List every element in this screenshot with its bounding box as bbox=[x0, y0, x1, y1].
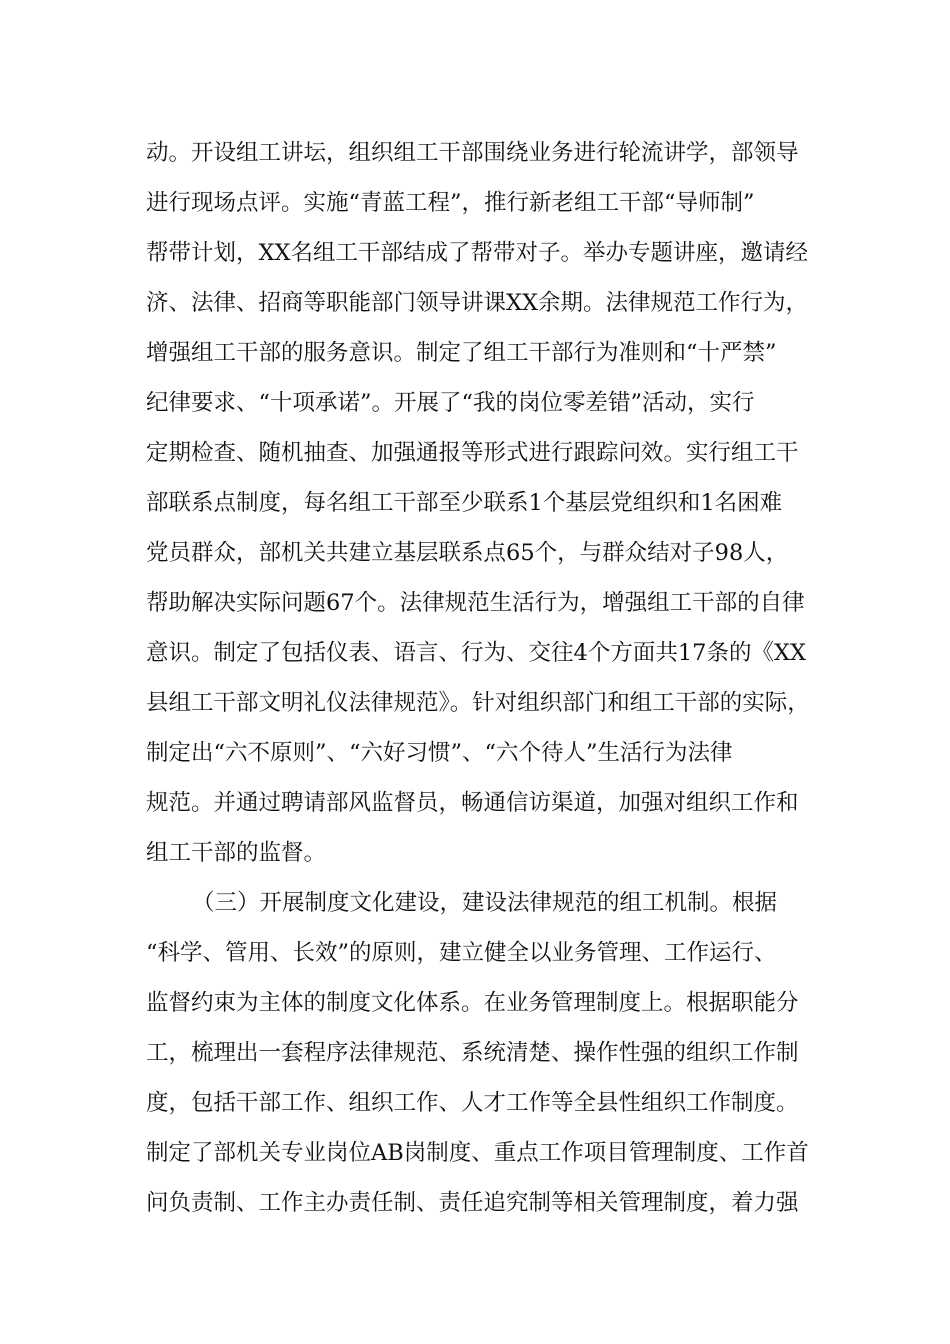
text-line: “科学、管用、长效”的原则，建立健全以业务管理、工作运行、 bbox=[146, 940, 777, 966]
paragraph-heading-line: （三）开展制度文化建设，建设法律规范的组工机制。根据 bbox=[192, 890, 778, 916]
text-line: 县组工干部文明礼仪法律规范》。针对组织部门和组工干部的实际， bbox=[146, 690, 810, 716]
text-line: 进行现场点评。实施“青蓝工程”，推行新老组工干部“导师制” bbox=[146, 190, 755, 216]
text-line: 监督约束为主体的制度文化体系。在业务管理制度上。根据职能分 bbox=[146, 990, 799, 1016]
text-line: 意识。制定了包括仪表、语言、行为、交往4个方面共17条的《XX bbox=[146, 640, 806, 666]
text-line: 增强组工干部的服务意识。制定了组工干部行为准则和“十严禁” bbox=[146, 340, 777, 366]
text-line: 度，包括干部工作、组织工作、人才工作等全县性组织工作制度。 bbox=[146, 1090, 799, 1116]
text-line: 制定出“六不原则”、“六好习惯”、“六个待人”生活行为法律 bbox=[146, 740, 733, 766]
text-line: 组工干部的监督。 bbox=[146, 840, 327, 866]
text-line: 工，梳理出一套程序法律规范、系统清楚、操作性强的组织工作制 bbox=[146, 1040, 799, 1066]
text-line: 动。开设组工讲坛，组织组工干部围绕业务进行轮流讲学，部领导 bbox=[146, 140, 799, 166]
text-line: 规范。并通过聘请部风监督员，畅通信访渠道，加强对组织工作和 bbox=[146, 790, 799, 816]
text-line: 帮带计划，XX名组工干部结成了帮带对子。举办专题讲座，邀请经 bbox=[146, 240, 809, 266]
text-line: 党员群众，部机关共建立基层联系点65个，与群众结对子98人， bbox=[146, 540, 789, 566]
text-line: 制定了部机关专业岗位AB岗制度、重点工作项目管理制度、工作首 bbox=[146, 1140, 809, 1166]
text-line: 问负责制、工作主办责任制、责任追究制等相关管理制度，着力强 bbox=[146, 1190, 799, 1216]
text-line: 部联系点制度，每名组工干部至少联系1个基层党组织和1名困难 bbox=[146, 490, 783, 516]
text-line: 济、法律、招商等职能部门领导讲课XX余期。法律规范工作行为， bbox=[146, 290, 809, 316]
text-line: 帮助解决实际问题67个。法律规范生活行为，增强组工干部的自律 bbox=[146, 590, 805, 616]
body-text bbox=[146, 128, 826, 1228]
text-line: 定期检查、随机抽查、加强通报等形式进行跟踪问效。实行组工干 bbox=[146, 440, 799, 466]
text-line: 纪律要求、“十项承诺”。开展了“我的岗位零差错”活动，实行 bbox=[146, 390, 755, 416]
